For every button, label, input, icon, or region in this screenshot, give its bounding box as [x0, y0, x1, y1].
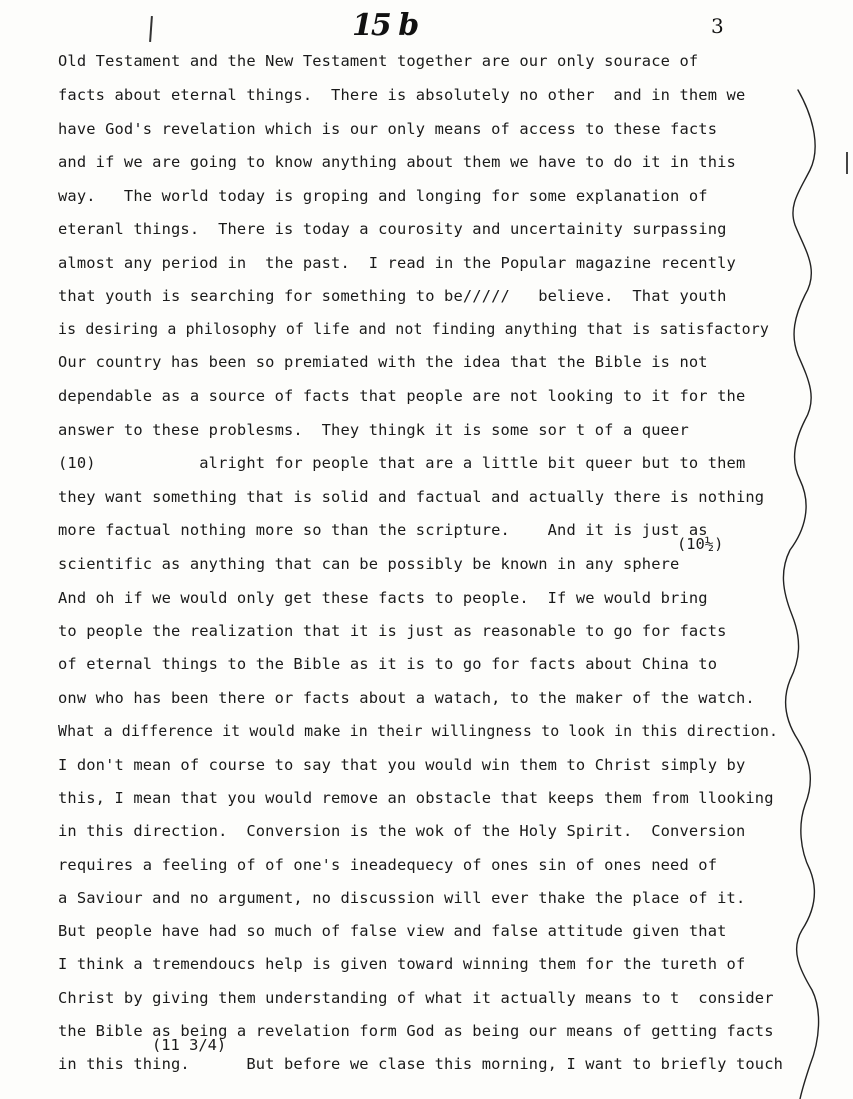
annotation-eleven-three-quarters: (11 3/4): [152, 1036, 227, 1054]
text-line: What a difference it would make in their willingness to look in this direction.: [58, 722, 779, 740]
text-line: way. The world today is groping and longing for some explanation of: [58, 187, 708, 205]
text-line: requires a feeling of of one's ineadequecy of ones sin of ones need of: [58, 856, 718, 874]
margin-squiggle-line: [760, 60, 853, 1099]
text-line: scientific as anything that can be possibly be known in any sphere: [58, 555, 680, 573]
text-line: to people the realization that it is just as reasonable to go for facts: [58, 622, 727, 640]
text-line: answer to these problesms. They thingk it is some sor t of a queer: [58, 421, 689, 439]
text-line: they want something that is solid and factual and actually there is nothing: [58, 488, 765, 506]
text-line: almost any period in the past. I read in the Popular magazine recently: [58, 254, 736, 272]
text-line: facts about eternal things. There is absolutely no other and in them we: [58, 86, 746, 104]
text-line: in this thing. But before we clase this morning, I want to briefly touch: [58, 1055, 784, 1073]
text-line: (10) alright for people that are a little bit queer but to them: [58, 454, 746, 472]
handwritten-page-mark: 15 b: [352, 8, 418, 43]
text-line: have God's revelation which is our only means of access to these facts: [58, 120, 718, 138]
text-line: dependable as a source of facts that people are not looking to it for the: [58, 387, 746, 405]
annotation-ten-half: (10½): [677, 535, 724, 553]
margin-tick-mark: [149, 16, 153, 42]
text-line: I don't mean of course to say that you would win them to Christ simply by: [58, 756, 746, 774]
text-line: in this direction. Conversion is the wok of the Holy Spirit. Conversion: [58, 822, 746, 840]
text-line: more factual nothing more so than the scripture. And it is just as: [58, 521, 708, 539]
text-line: is desiring a philosophy of life and not finding anything that is satisfactory: [58, 320, 769, 338]
text-line: this, I mean that you would remove an obstacle that keeps them from llooking: [58, 789, 774, 807]
text-line: eteranl things. There is today a courosity and uncertainity surpassing: [58, 220, 727, 238]
text-line: Our country has been so premiated with the idea that the Bible is not: [58, 353, 708, 371]
text-line: And oh if we would only get these facts to people. If we would bring: [58, 589, 708, 607]
page-number: 3: [711, 14, 724, 38]
text-line: I think a tremendoucs help is given toward winning them for the tureth of: [58, 955, 746, 973]
text-line: But people have had so much of false view and false attitude given that: [58, 922, 727, 940]
text-line: Christ by giving them understanding of what it actually means to t consider: [58, 989, 774, 1007]
text-line: a Saviour and no argument, no discussion will ever thake the place of it.: [58, 889, 746, 907]
text-line: onw who has been there or facts about a watach, to the maker of the watch.: [58, 689, 755, 707]
text-line: Old Testament and the New Testament together are our only sourace of: [58, 52, 699, 70]
text-line: that youth is searching for something to be///// believe. That youth: [58, 287, 727, 305]
text-line: of eternal things to the Bible as it is to go for facts about China to: [58, 655, 718, 673]
text-line: and if we are going to know anything about them we have to do it in this: [58, 153, 736, 171]
text-line: the Bible as being a revelation form God as being our means of getting facts: [58, 1022, 774, 1040]
